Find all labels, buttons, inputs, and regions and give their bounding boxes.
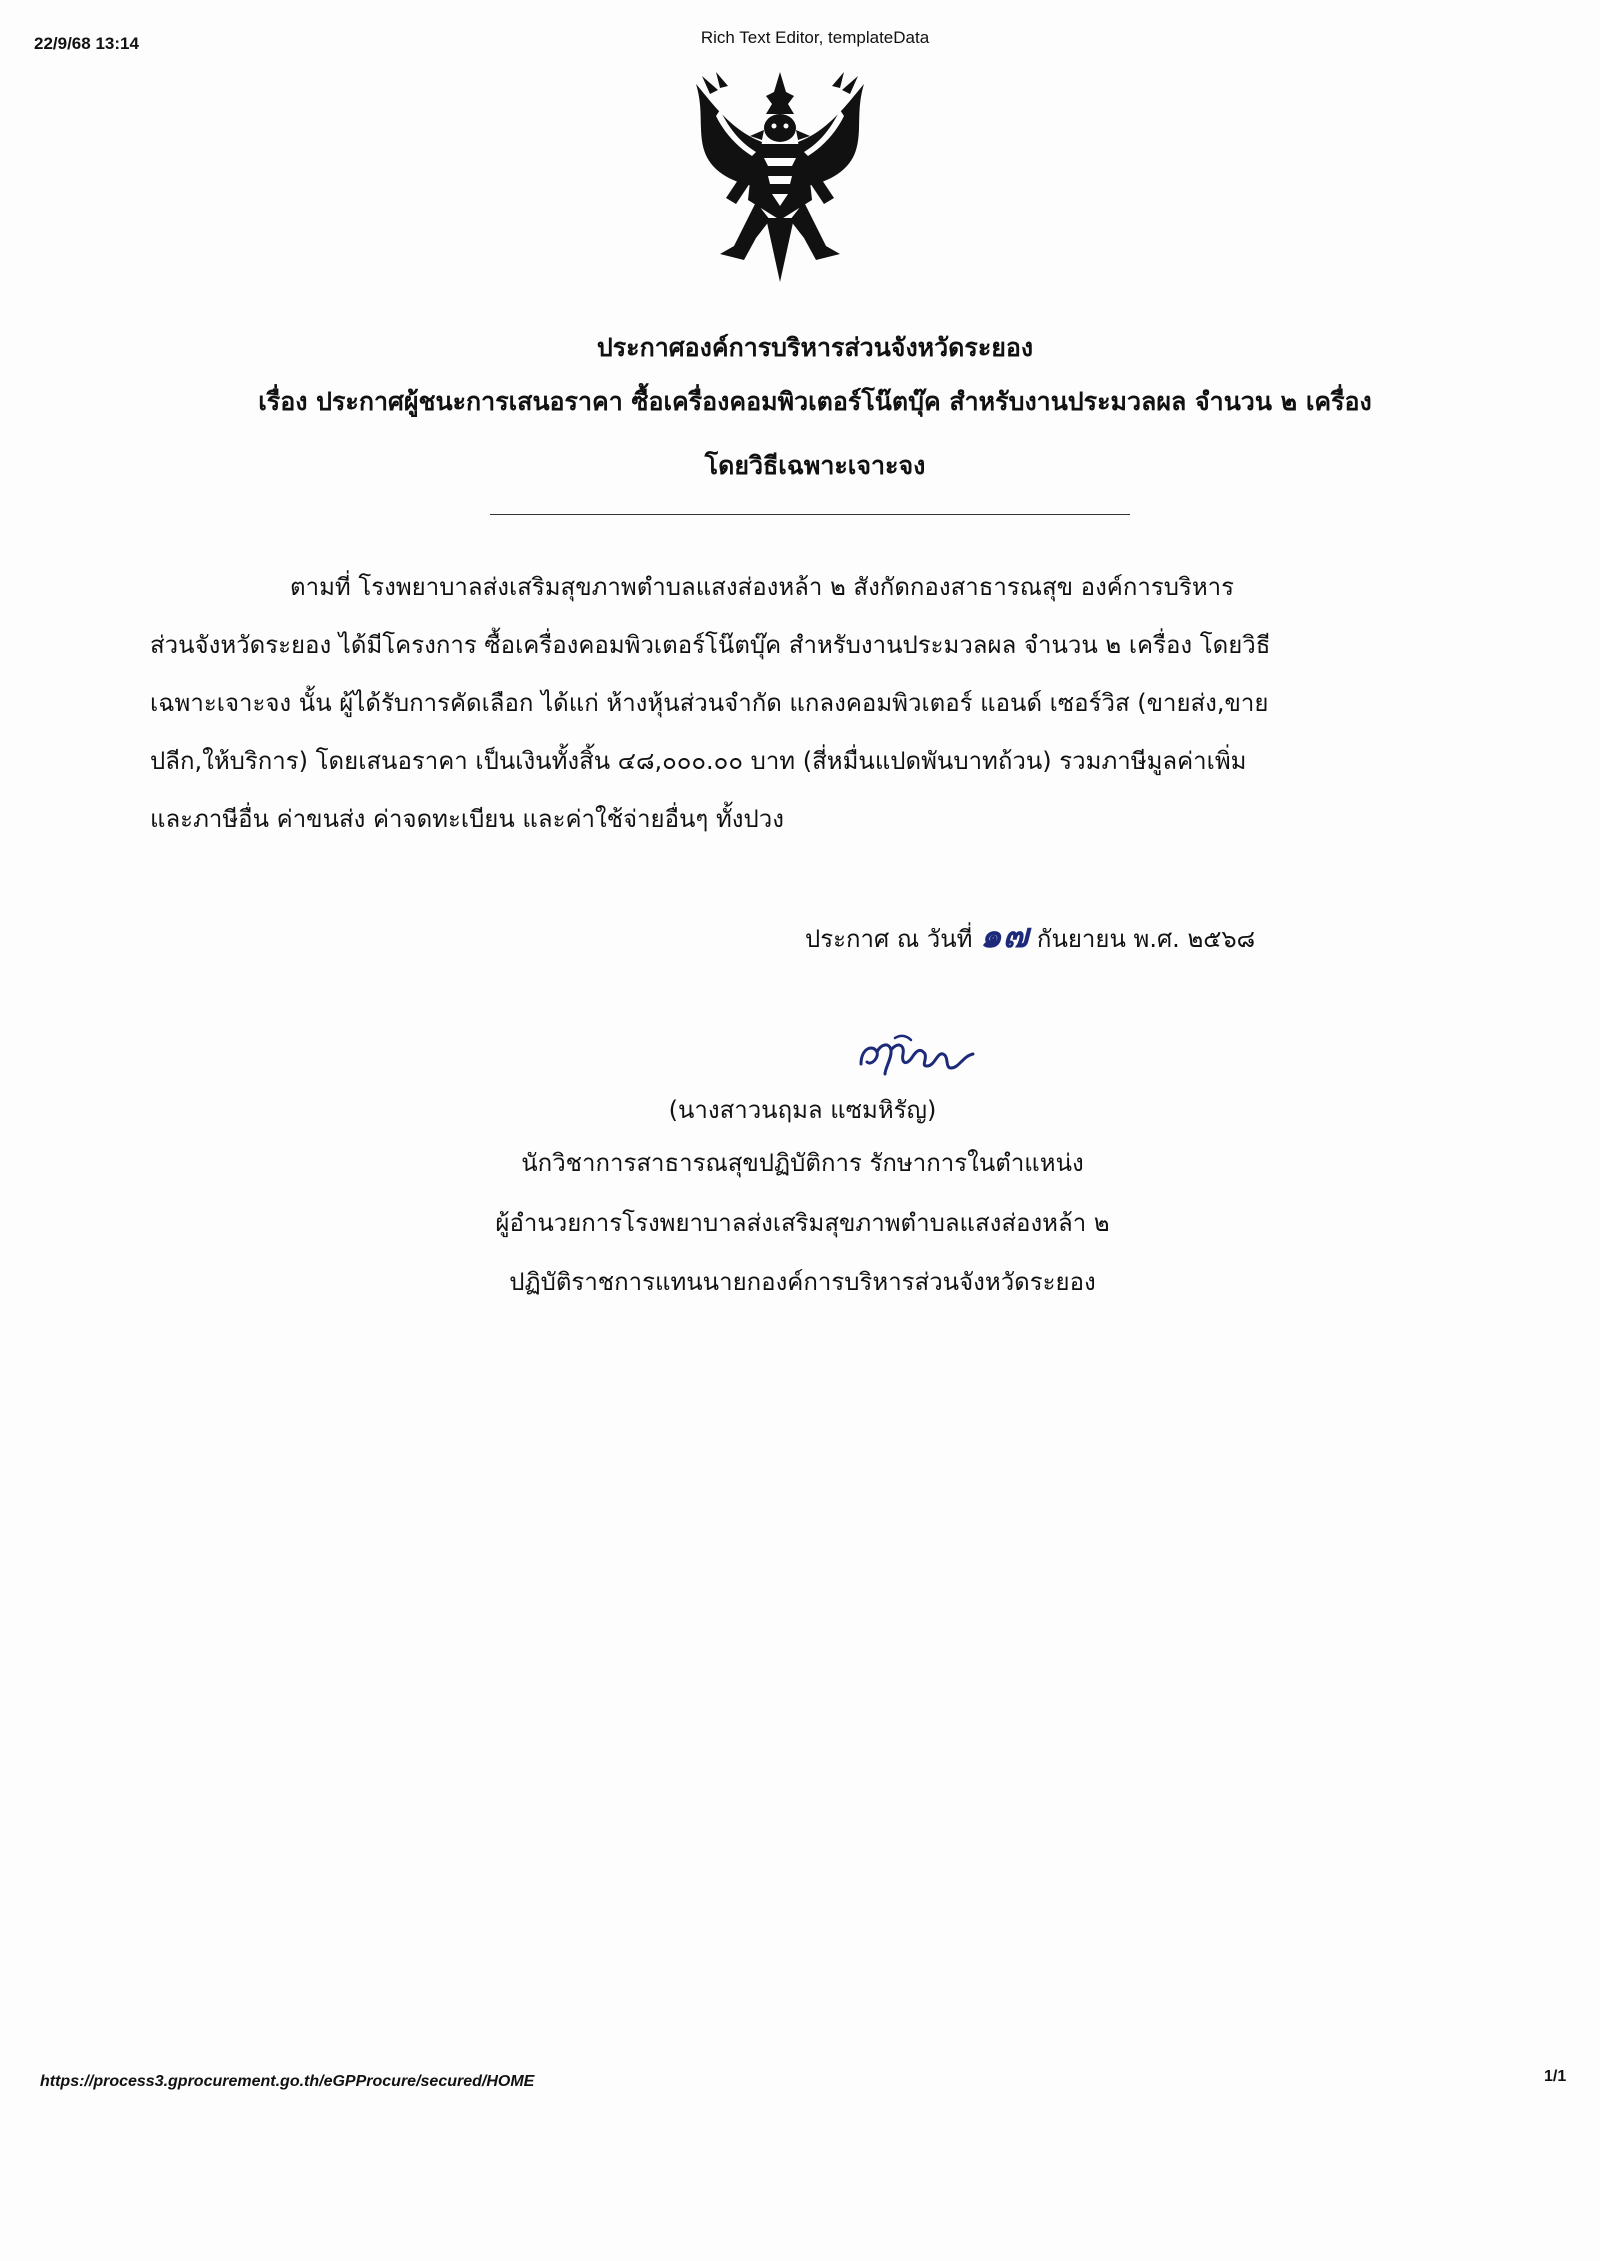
announcement-date [805,908,1255,962]
print-datetime: 22/9/68 13:14 [34,34,139,53]
signer-position: ผู้อำนวยการโรงพยาบาลส่งเสริมสุขภาพตำบลแสงส่องหล้า ๒ [495,1209,1110,1237]
print-header-title: Rich Text Editor, templateData [700,28,930,47]
garuda-emblem-icon [690,70,870,285]
body-line: ส่วนจังหวัดระยอง ได้มีโครงการ ซื้อเครื่องคอมพิวเตอร์โน๊ตบุ๊ค สำหรับงานประมวลผล จำนวน ๒ เครื่อง โดยวิธี [150,631,1271,659]
print-page-number: 1/1 [1544,2068,1567,2085]
date-suffix: กันยายน พ.ศ. ๒๕๖๘ [1036,925,1256,953]
announcement-body [150,558,1390,848]
handwritten-day: ๑๗ [980,916,1030,956]
signer-position: ปฏิบัติราชการแทนนายกองค์การบริหารส่วนจังหวัดระยอง [509,1268,1096,1296]
announcement-subject: เรื่อง ประกาศผู้ชนะการเสนอราคา ซื้อเครื่องคอมพิวเตอร์โน๊ตบุ๊ค สำหรับงานประมวลผล จำนวน ๒ เครื่อง [258,387,1372,416]
print-footer-url: https://process3.gprocurement.go.th/eGPProcure/secured/HOME [40,2073,535,2090]
body-line: ปลีก,ให้บริการ) โดยเสนอราคา เป็นเงินทั้งสิ้น ๔๘,๐๐๐.๐๐ บาท (สี่หมื่นแปดพันบาทถ้วน) รวมภาษีมูลค่าเพิ่ม [150,747,1247,775]
body-line: และภาษีอื่น ค่าขนส่ง ค่าจดทะเบียน และค่าใช้จ่ายอื่นๆ ทั้งปวง [150,805,784,833]
title-divider [490,514,1130,515]
announcement-method: โดยวิธีเฉพาะเจาะจง [704,451,926,480]
handwritten-signature-icon [855,1030,985,1080]
signer-position: นักวิชาการสาธารณสุขปฏิบัติการ รักษาการในตำแหน่ง [521,1149,1084,1177]
body-line: ตามที่ โรงพยาบาลส่งเสริมสุขภาพตำบลแสงส่องหล้า ๒ สังกัดกองสาธารณสุข องค์การบริหาร [290,573,1235,601]
body-line: เฉพาะเจาะจง นั้น ผู้ได้รับการคัดเลือก ได้แก่ ห้างหุ้นส่วนจำกัด แกลงคอมพิวเตอร์ แอนด์ เซอร์วิส (ขายส่ง,ขาย [150,689,1269,717]
date-prefix: ประกาศ ณ วันที่ [805,925,973,953]
announcement-title: ประกาศองค์การบริหารส่วนจังหวัดระยอง [596,333,1034,362]
signer-name: (นางสาวนฤมล แซมหิรัญ) [668,1096,937,1124]
